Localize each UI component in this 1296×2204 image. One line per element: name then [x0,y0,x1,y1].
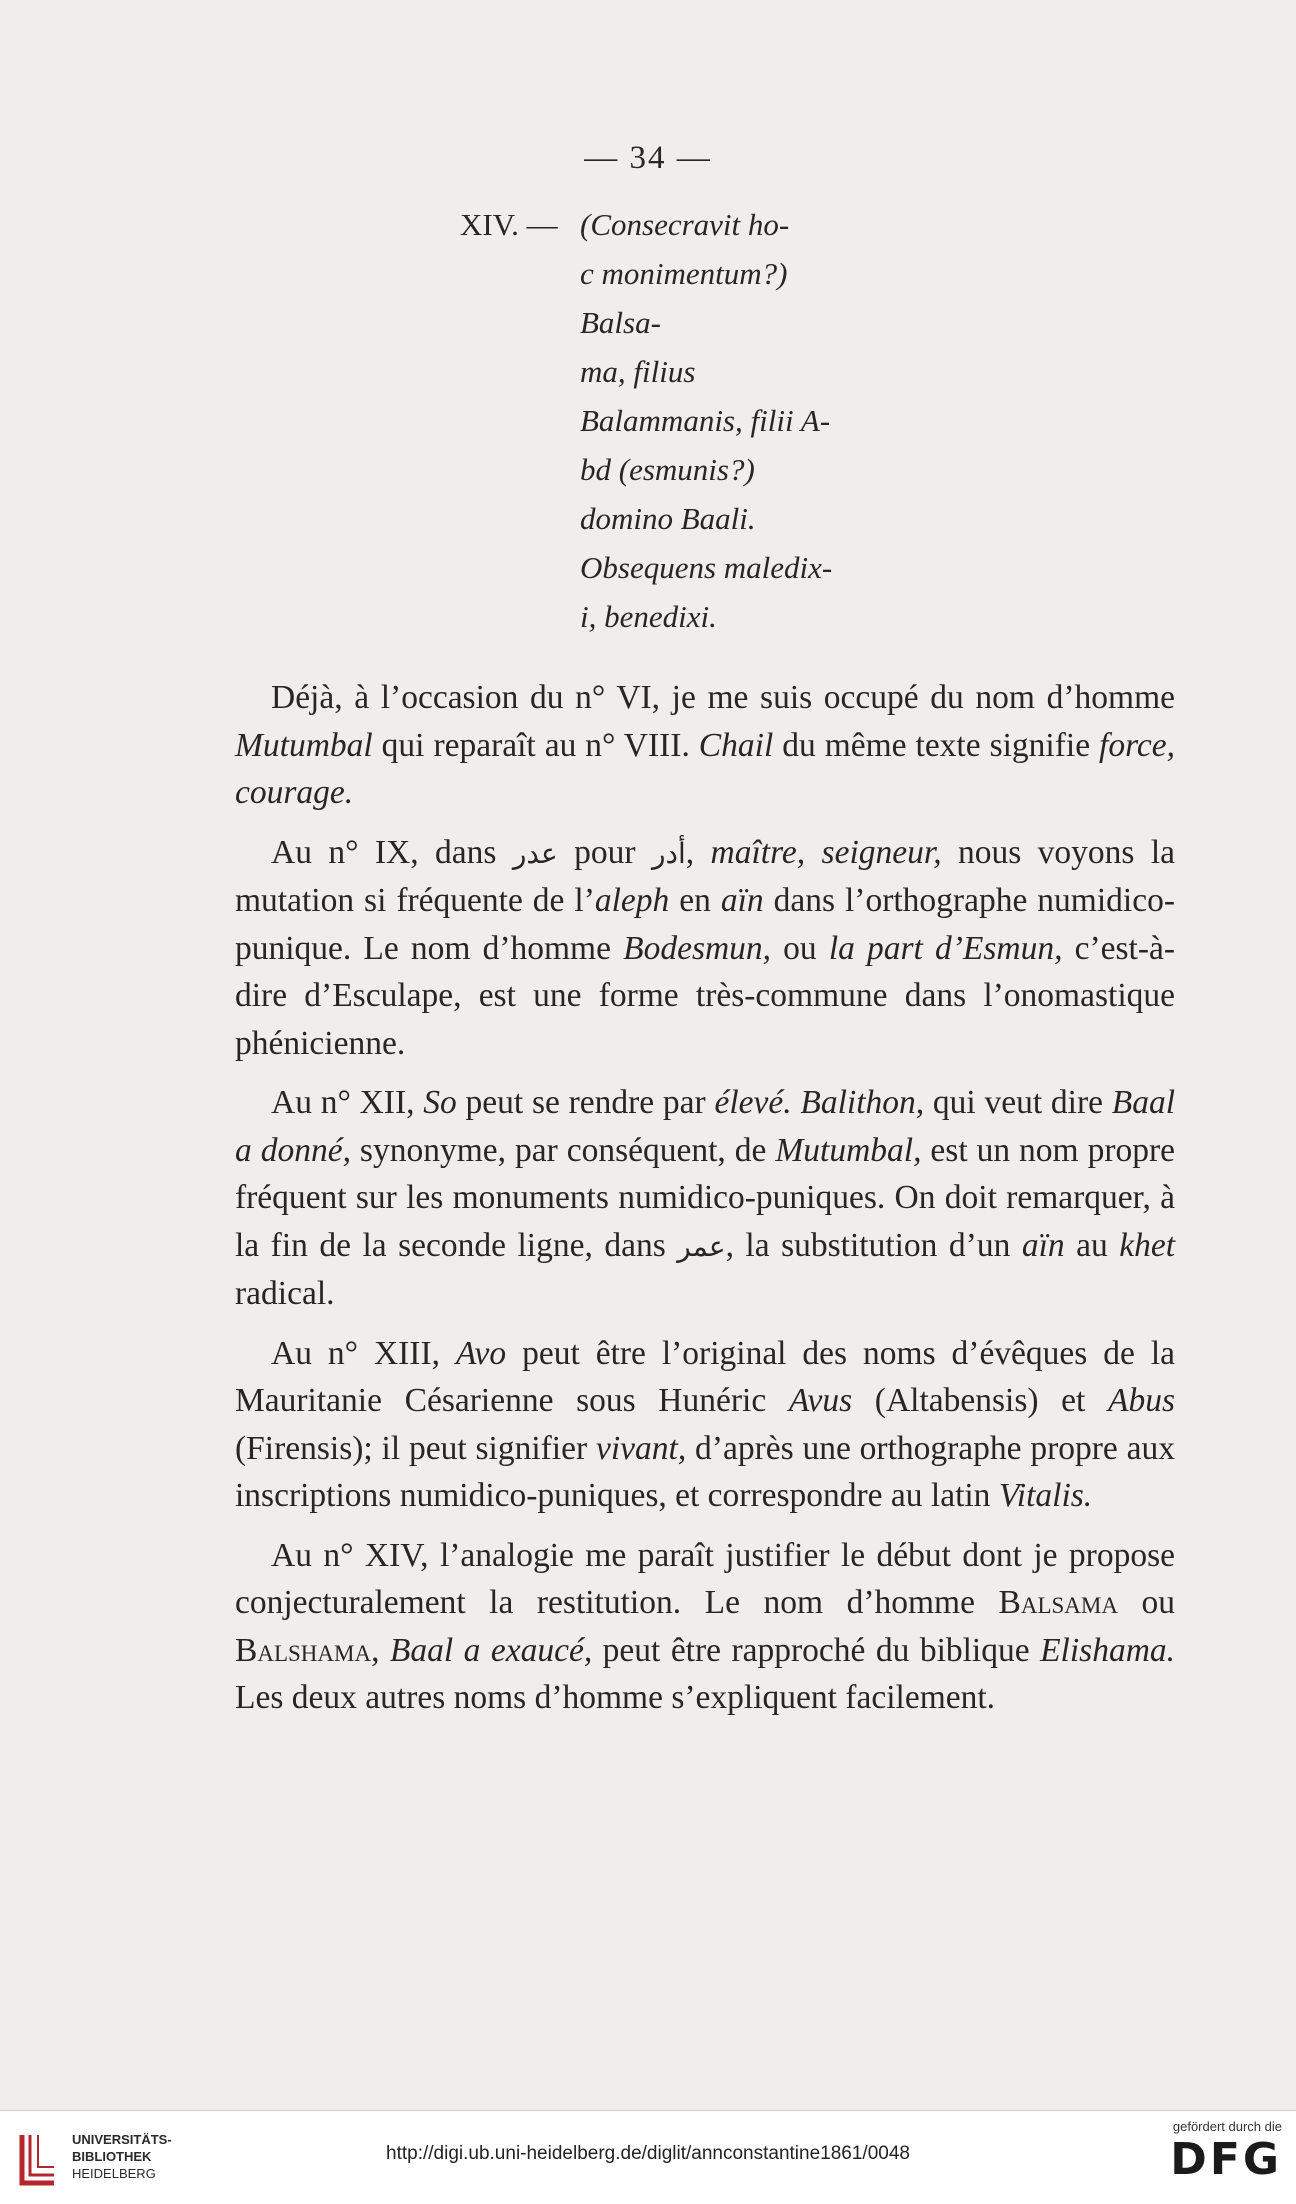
dfg-logo: DFG [1170,2134,1282,2185]
italic-run: Mutumbal, [775,1131,922,1169]
inscription-line: i, benedixi. [580,599,717,634]
text-run: , la substitution d’un [725,1226,1022,1264]
inscription-line: domino Baali. [580,501,756,536]
text-run: Au n° IX, dans [271,833,513,871]
text-run: au [1064,1226,1120,1264]
inscription-line: ma, filius [580,354,696,389]
italic-run: aïn [1021,1226,1065,1264]
paragraph [235,1079,1175,1318]
italic-run: aïn [720,882,764,919]
arabic-word: عدر [512,836,558,870]
text-run: radical. [235,1275,335,1312]
text-run: c’est-à-dire d’Esculape, est une forme très-commune dans l’onomastique phénicienne. [235,929,1176,1062]
text-run: peut être rapproché du biblique [592,1631,1041,1669]
inscription-line: Obsequens maledix- [580,550,833,585]
paragraph [235,829,1175,1068]
italic-run: élevé. Balithon, [714,1084,925,1121]
italic-run: maître, seigneur, [710,833,942,871]
inscription-line: (Consecravit ho- [580,207,790,242]
italic-run: Baal a exaucé, [389,1631,593,1669]
text-run: nous voyons la mutation si fréquente de l’ [235,833,1176,919]
text-run: ou [1117,1584,1175,1621]
italic-run: Elishama. [1040,1631,1176,1669]
permalink[interactable]: http://digi.ub.uni-heidelberg.de/diglit/annconstantine1861/0048 [386,2143,910,2164]
page-number: — 34 — [584,140,712,176]
text-run: est un nom propre fréquent sur les monuments numidico-puniques. On doit remarquer, à la fin de la seconde ligne, dans [235,1131,1176,1264]
text-run: Au n° XIV, l’analogie me paraît justifier le début dont je propose conjecturalement la restitution. Le nom d’homme [235,1536,1175,1621]
text-run: Déjà, à l’occasion du n° VI, je me suis occupé du nom d’homme [271,679,1175,716]
text-run: (Altabensis) et [852,1382,1108,1419]
italic-run: la part d’Esmun, [828,929,1063,967]
text-run: peut être l’original des noms d’évêques de la Mauritanie Césarienne sous Hunéric [235,1334,1175,1419]
text-run: Au n° XII, [271,1084,424,1121]
text-run: (Firensis); il peut signifier [235,1429,596,1467]
italic-run: Baal a donné, [235,1084,1176,1169]
text-run: synonyme, par conséquent, de [350,1131,776,1169]
inscription-label: XIV. — [460,207,558,242]
small-caps-run: Balshama, [235,1631,380,1669]
text-run: ou [771,929,829,967]
inscription-line: bd (esmunis?) [580,452,755,487]
italic-run: Abus [1108,1382,1175,1419]
text-run: peut se rendre par [456,1084,715,1121]
italic-run: Avo [455,1334,507,1372]
inscription-line: c monimentum?) [580,256,788,291]
inscription-lines [580,200,832,641]
small-caps-run: Balsama [998,1584,1118,1621]
italic-run: Vitalis. [998,1477,1093,1514]
italic-run: khet [1119,1226,1176,1264]
italic-run: force, courage. [235,726,1175,811]
library-name-line: UNIVERSITÄTS- [72,2132,172,2147]
italic-run: vivant, [595,1429,687,1467]
italic-run: Avus [788,1382,853,1419]
italic-run: Bodesmun, [623,929,772,967]
text-run: Les deux autres noms d’homme s’expliquent facilement. [235,1679,996,1716]
inscription-line: Balammanis, filii A- [580,403,831,438]
funder-note: gefördert durch die [1172,2119,1282,2134]
paragraph [235,674,1175,817]
library-name-line: BIBLIOTHEK [72,2149,152,2164]
text-run: d’après une orthographe propre aux inscriptions numidico-puniques, et correspondre au latin [235,1429,1175,1514]
library-name-line: HEIDELBERG [72,2166,156,2181]
text-run: Au n° XIII, [271,1334,456,1372]
commentary-text [235,674,1175,1734]
italic-run: Mutumbal [235,726,373,764]
text-run: en [669,882,721,919]
text-run: pour [557,833,652,871]
viewer-footer [0,2110,1296,2204]
arabic-word: عمر [677,1229,726,1263]
paragraph [235,1532,1175,1722]
arabic-word: أدر [651,836,686,870]
italic-run: So [423,1084,457,1121]
italic-run: Chail [698,726,774,764]
inscription-line: Balsa- [580,305,661,340]
text-run: qui reparaît au n° VIII. [372,726,699,764]
text-run: , [685,833,711,871]
text-run: dans l’orthographe numidico-punique. Le nom d’homme [235,882,1175,967]
text-run [379,1632,389,1669]
text-run: qui veut dire [924,1084,1112,1121]
text-run: du même texte signifie [773,726,1100,764]
funder-logo[interactable] [1142,2119,1282,2199]
paragraph [235,1330,1175,1520]
italic-run: aleph [594,882,670,919]
